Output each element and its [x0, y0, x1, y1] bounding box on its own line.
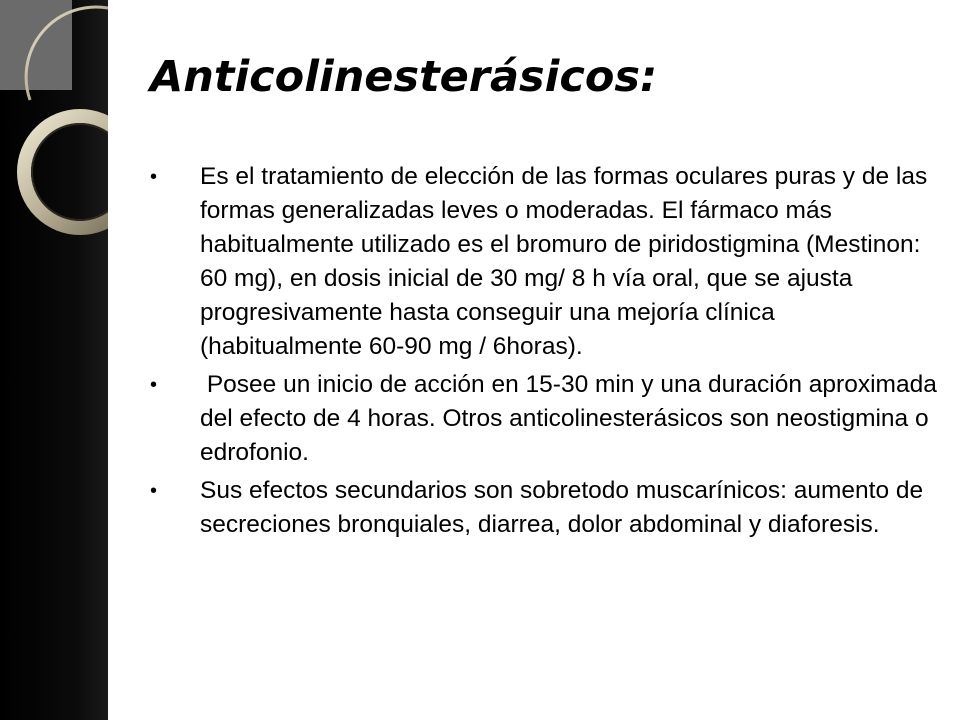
bullet-text: Es el tratamiento de elección de las formas oculares puras y de las formas generalizadas leves o moderadas. El fármaco más habitualmente utilizado es el bromuro de piridostigmina (Mestinon: 60 mg), en dosis inicial de 30 mg/ 8 h vía oral, que se ajusta progresivamente hasta conseguir una mejoría clínica (habitualmente 60-90 mg / 6horas).: [200, 163, 928, 360]
decorative-rings-icon: [0, 0, 108, 260]
slide-content-area: [108, 0, 960, 720]
slide-title: Anticolinesterásicos:: [150, 52, 658, 102]
left-decorative-band: [0, 0, 108, 720]
bullet-dot-icon: •: [150, 374, 158, 396]
bullet-list: [150, 160, 944, 546]
bullet-item: [150, 368, 944, 470]
bullet-text: Sus efectos secundarios son sobretodo muscarínicos: aumento de secreciones bronquiales, diarrea, dolor abdominal y diaforesis.: [200, 477, 924, 538]
bullet-dot-icon: •: [150, 480, 158, 502]
bullet-item: [150, 474, 940, 542]
bullet-text: Posee un inicio de acción en 15-30 min y una duración aproximada del efecto de 4 horas. Otros anticolinesterásicos son neostigmina o edrofonio.: [200, 371, 944, 466]
corner-panel: [0, 0, 72, 90]
bullet-dot-icon: •: [150, 166, 158, 188]
bullet-item: [150, 160, 940, 364]
ring-large: [24, 116, 108, 228]
